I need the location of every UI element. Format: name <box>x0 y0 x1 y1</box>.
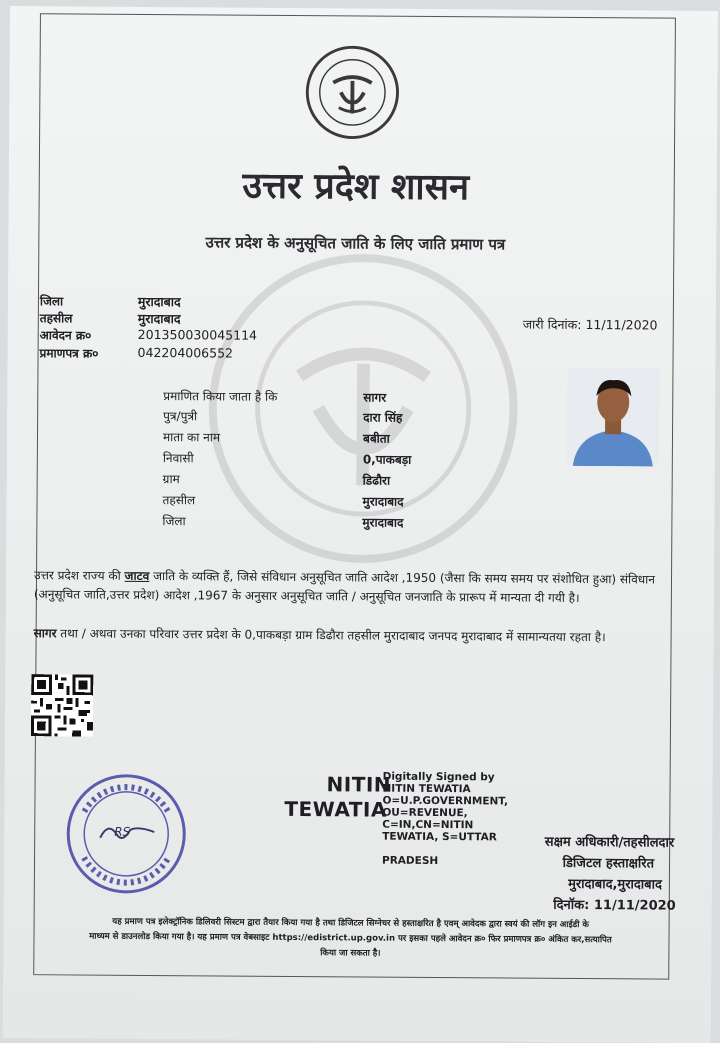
svg-text:RS: RS <box>114 824 131 839</box>
person-photo-icon <box>567 368 660 467</box>
digital-signature-details: Digitally Signed by NITIN TEWATIA O=U.P.GOVERNMENT, OU=REVENUE, C=IN,CN=NITIN TEWATIA, S=UTTAR <box>382 770 509 844</box>
officer-date: दिनॉक: 11/11/2020 <box>553 897 676 914</box>
up-government-seal-icon <box>304 44 401 141</box>
certificate-number: 042204006552 <box>137 344 234 361</box>
signer-name-line1: NITIN <box>326 772 392 797</box>
certificate-subtitle: उत्तर प्रदेश के अनुसूचित जाति के लिए जाति प्रमाण पत्र <box>205 233 506 254</box>
detail-row: जिला मुरादाबाद <box>162 514 404 530</box>
field-label: जिला <box>39 294 64 309</box>
detail-row: ग्राम डिढौरा <box>162 472 391 488</box>
footer-note: यह प्रमाण पत्र इलेक्ट्रॉनिक डिलिवरी सिस्टम द्वारा तैयार किया गया है तथा डिजिटल सिग्नेचर से हस्ताक्षरित है एवम् आवेदक द्वारा स्वयं की लॉग इन आईडी के माध्यम से डाउनलोड किया गया है। यह प्रमाण पत्र वेबसाइट https://edistrict.up.gov.in पर इसका पहले आवेदन क्र० फिर प्रमाणपत्र क्र० अंकित कर,सत्यापित किया जा सकता है। <box>89 916 612 959</box>
certificate-paper <box>3 6 718 1043</box>
field-label: तहसील <box>39 311 73 326</box>
field-value: मुरादाबाद <box>137 293 181 310</box>
officer-title: सक्षम अधिकारी/तहसीलदार <box>544 834 675 851</box>
application-number: 201350030045114 <box>137 326 258 343</box>
detail-row: माता का नाम बबीता <box>162 430 390 446</box>
signer-name-line2: TEWATIA <box>284 796 387 822</box>
officer-sign-type: डिजिटल हस्ताक्षरित <box>562 855 655 872</box>
issue-date <box>523 316 658 334</box>
issue-date-label: जारी दिनांक: <box>522 316 582 332</box>
caste-name: जाटव <box>124 568 150 583</box>
residence-statement: सागर तथा / अथवा उनका परिवार उत्तर प्रदेश के 0,पाकबड़ा ग्राम डिढौरा तहसील मुरादाबाद जनपद मुरादाबाद में सामान्यतया रहता है। <box>33 626 606 645</box>
field-label: प्रमाणपत्र क्र० <box>39 346 99 361</box>
signature-state: PRADESH <box>382 854 439 868</box>
officer-place: मुरादाबाद,मुरादाबाद <box>568 876 662 893</box>
applicant-photo <box>567 368 660 467</box>
caste-statement: उत्तर प्रदेश राज्य की जाटव जाति के व्यक्ति हैं, जिसे संविधान अनुसूचित जाति आदेश ,1950 (जैसा कि समय समय पर संशोधित हुआ) संविधान (अनुसूचित जाति,उत्तर प्रदेश) आदेश ,1967 के अनुसार अनुसूचित जाति / अनुसूचित जनजाति के प्रारूप में मान्यता दी गयी है। <box>33 568 656 605</box>
field-value: मुरादाबाद <box>137 310 181 327</box>
applicant-name: सागर <box>33 626 57 641</box>
cafe-stamp-icon <box>64 771 189 896</box>
issue-date-value: 11/11/2020 <box>585 317 658 333</box>
detail-row: तहसील मुरादाबाद <box>162 493 404 509</box>
field-label: आवेदन क्र० <box>39 328 92 343</box>
detail-row: पुत्र/पुत्री दारा सिंह <box>163 409 403 425</box>
page-title: उत्तर प्रदेश शासन <box>242 164 470 209</box>
qr-code-icon <box>31 674 93 736</box>
detail-row: प्रमाणित किया जाता है कि सागर <box>163 389 387 405</box>
detail-row: निवासी 0,पाकबड़ा <box>162 451 412 467</box>
